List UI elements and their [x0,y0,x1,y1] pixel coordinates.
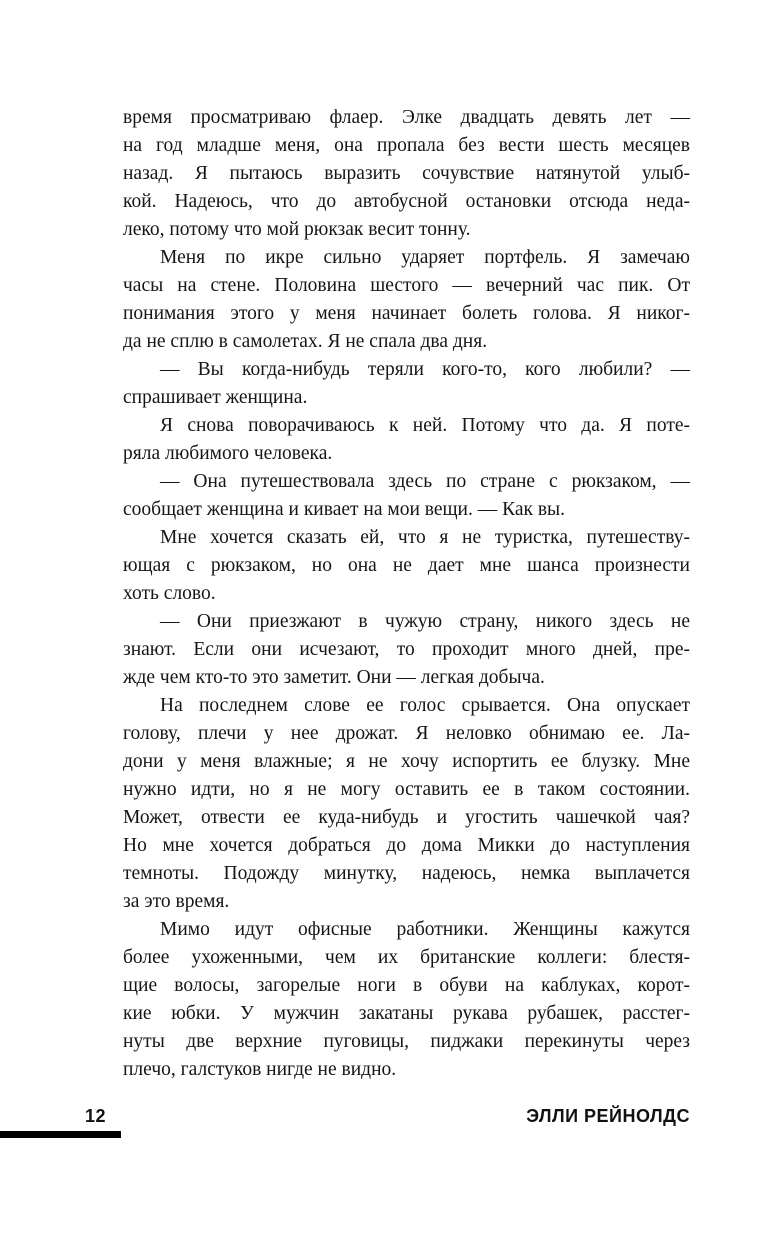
text-line: голову, плечи у нее дрожат. Я неловко обнимаю ее. Ла- [123,723,690,744]
text-line: более ухоженными, чем их британские коллеги: блестя- [123,947,690,968]
text-line: часы на стене. Половина шестого — вечерний час пик. От [123,275,690,296]
text-line: время просматриваю флаер. Элке двадцать девять лет — [123,107,690,128]
text-line: кой. Надеюсь, что до автобусной остановки отсюда неда- [123,191,690,212]
text-line: — Вы когда-нибудь теряли кого-то, кого любили? — [160,359,690,380]
text-line: щие волосы, загорелые ноги в обуви на каблуках, корот- [123,975,690,996]
text-line: Мимо идут офисные работники. Женщины кажутся [160,919,690,940]
text-line: спрашивает женщина. [123,387,308,408]
text-line: понимания этого у меня начинает болеть голова. Я никог- [123,303,690,324]
text-line: Но мне хочется добраться до дома Микки до наступления [123,835,690,856]
paragraph [123,244,690,356]
text-line: ряла любимого человека. [123,443,333,464]
paragraph [123,608,690,692]
text-line: Может, отвести ее куда-нибудь и угостить чашечкой чая? [123,807,690,828]
text-line: знают. Если они исчезают, то проходит много дней, пре- [123,639,690,660]
text-line: — Она путешествовала здесь по стране с рюкзаком, — [160,471,690,492]
text-line: леко, потому что мой рюкзак весит тонну. [123,219,471,240]
text-line: На последнем слове ее голос срывается. Она опускает [160,695,690,716]
text-line: нуты две верхние пуговицы, пиджаки перекинуты через [123,1031,690,1052]
body-text [123,104,690,1084]
text-line: — Они приезжают в чужую страну, никого здесь не [160,611,690,632]
text-line: Я снова поворачиваюсь к ней. Потому что да. Я поте- [160,415,690,436]
page-number: 12 [85,1106,107,1126]
paragraph [123,412,690,468]
text-line: кие юбки. У мужчин закатаны рукава рубашек, расстег- [123,1003,690,1024]
text-line: да не сплю в самолетах. Я не спала два дня. [123,331,488,352]
paragraph [123,692,690,916]
paragraph [123,524,690,608]
running-title: ЭЛЛИ РЕЙНОЛДС [526,1106,690,1126]
text-line: ющая с рюкзаком, но она не дает мне шанса произнести [123,555,690,576]
paragraph [123,356,690,412]
text-line: Меня по икре сильно ударяет портфель. Я замечаю [160,247,690,268]
text-line: Мне хочется сказать ей, что я не туристка, путешеству- [160,527,690,548]
text-line: дони у меня влажные; я не хочу испортить ее блузку. Мне [123,751,690,772]
paragraph [123,468,690,524]
footer-rule [0,1131,121,1138]
text-line: сообщает женщина и кивает на мои вещи. — Как вы. [123,499,566,520]
text-line: темноты. Подожду минутку, надеюсь, немка выплачется [123,863,690,884]
text-line: нужно идти, но я не могу оставить ее в таком состоянии. [123,779,690,800]
text-line: плечо, галстуков нигде не видно. [123,1059,397,1080]
text-line: за это время. [123,891,230,912]
text-line: назад. Я пытаюсь выразить сочувствие натянутой улыб- [123,163,690,184]
page-footer [85,1106,690,1127]
text-line: на год младше меня, она пропала без вести шесть месяцев [123,135,690,156]
paragraph [123,916,690,1084]
text-line: жде чем кто-то это заметит. Они — легкая добыча. [123,667,545,688]
text-line: хоть слово. [123,583,216,604]
paragraph [123,104,690,244]
